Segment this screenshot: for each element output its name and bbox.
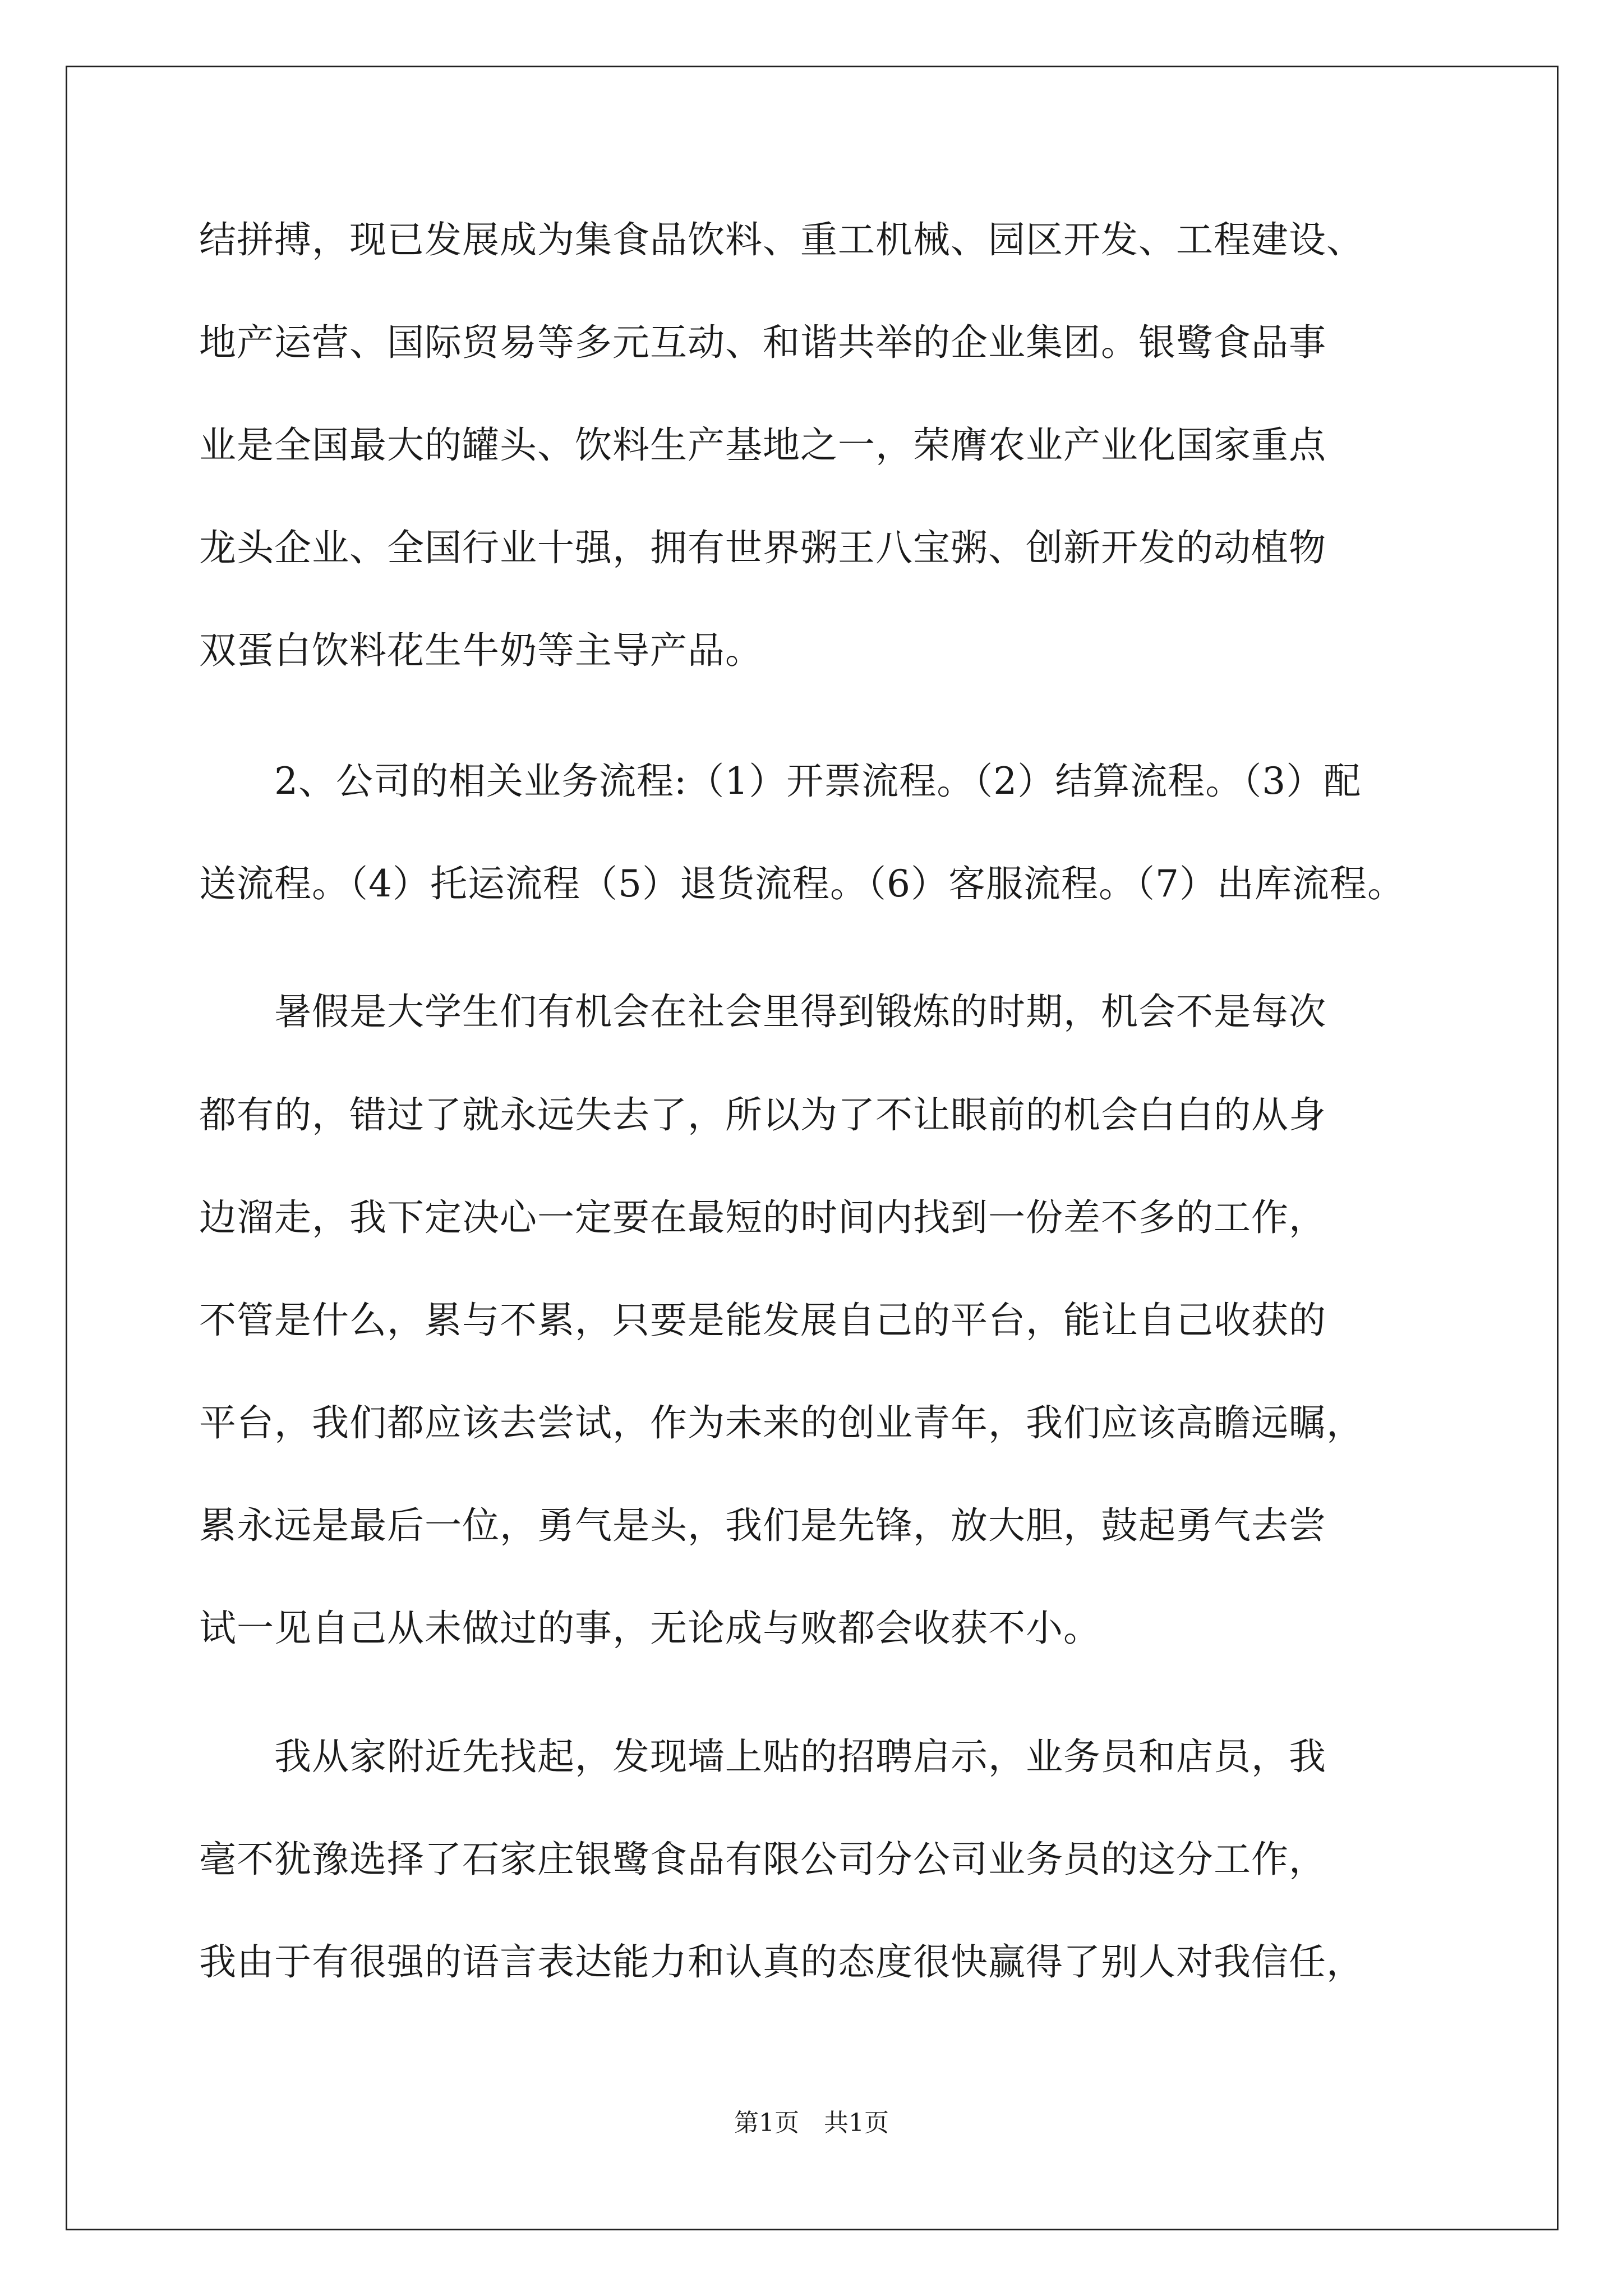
text-line: 不管是什么，累与不累，只要是能发展自己的平台，能让自己收获的 — [199, 1299, 1326, 1342]
page-border — [66, 66, 1559, 2230]
text-line: 毫不犹豫选择了石家庄银鹭食品有限公司分公司业务员的这分工作， — [199, 1838, 1326, 1881]
text-line: 试一见自己从未做过的事，无论成与败都会收获不小。 — [199, 1607, 1101, 1650]
text-line: 边溜走，我下定决心一定要在最短的时间内找到一份差不多的工作， — [199, 1196, 1326, 1239]
text-line: 平台，我们都应该去尝试，作为未来的创业青年，我们应该高瞻远瞩， — [199, 1401, 1364, 1444]
text-line: 业是全国最大的罐头、饮料生产基地之一，荣膺农业产业化国家重点 — [199, 424, 1326, 467]
text-line: 结拼搏，现已发展成为集食品饮料、重工机械、园区开发、工程建设、 — [199, 218, 1364, 261]
text-line: 我由于有很强的语言表达能力和认真的态度很快赢得了别人对我信任， — [199, 1940, 1364, 1984]
text-line: 都有的，错过了就永远失去了，所以为了不让眼前的机会白白的从身 — [199, 1093, 1326, 1137]
text-line: 2、公司的相关业务流程:（1）开票流程。（2）结算流程。（3）配 — [199, 760, 1362, 803]
text-line: 暑假是大学生们有机会在社会里得到锻炼的时期，机会不是每次 — [199, 990, 1326, 1033]
text-line: 地产运营、国际贸易等多元互动、和谐共举的企业集团。银鹭食品事 — [199, 321, 1326, 364]
text-line: 龙头企业、全国行业十强，拥有世界粥王八宝粥、创新开发的动植物 — [199, 526, 1326, 569]
text-line: 双蛋白饮料花生牛奶等主导产品。 — [199, 629, 763, 672]
page-number-footer: 第1页 共1页 — [734, 2109, 889, 2137]
text-line: 送流程。（4）托运流程（5）退货流程。（6）客服流程。（7）出库流程。 — [199, 862, 1405, 905]
text-line: 我从家附近先找起，发现墙上贴的招聘启示，业务员和店员，我 — [199, 1735, 1326, 1778]
text-line: 累永远是最后一位，勇气是头，我们是先锋，放大胆，鼓起勇气去尝 — [199, 1504, 1326, 1547]
